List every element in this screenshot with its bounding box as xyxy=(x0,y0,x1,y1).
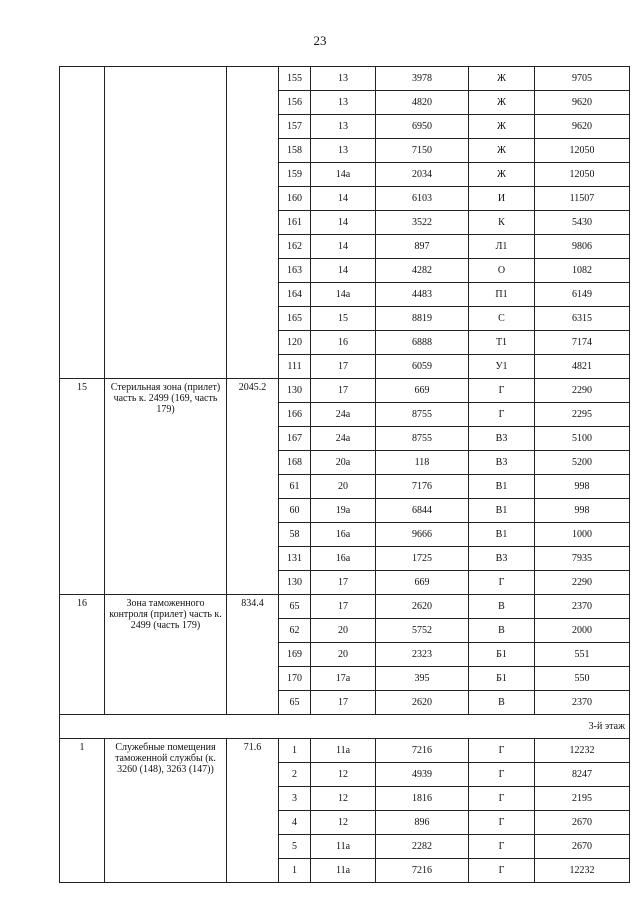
category-code: В xyxy=(469,619,535,643)
reference-value: 12232 xyxy=(535,739,630,763)
reference-value: 2670 xyxy=(535,811,630,835)
distance-value: 2282 xyxy=(376,835,469,859)
reference-value: 12232 xyxy=(535,859,630,883)
reference-value: 998 xyxy=(535,499,630,523)
distance-value: 897 xyxy=(376,235,469,259)
zone-name xyxy=(105,67,227,379)
table-row xyxy=(60,739,630,763)
distance-value: 669 xyxy=(376,379,469,403)
route-number: 17 xyxy=(311,379,376,403)
category-code: Ж xyxy=(469,139,535,163)
distance-value: 2034 xyxy=(376,163,469,187)
distance-value: 4483 xyxy=(376,283,469,307)
category-code: Ж xyxy=(469,163,535,187)
point-number: 61 xyxy=(279,475,311,499)
point-number: 1 xyxy=(279,739,311,763)
distance-value: 896 xyxy=(376,811,469,835)
category-code: К xyxy=(469,211,535,235)
distance-value: 395 xyxy=(376,667,469,691)
point-number: 60 xyxy=(279,499,311,523)
point-number: 168 xyxy=(279,451,311,475)
reference-value: 5430 xyxy=(535,211,630,235)
reference-value: 9806 xyxy=(535,235,630,259)
distance-value: 6059 xyxy=(376,355,469,379)
distance-value: 7216 xyxy=(376,859,469,883)
reference-value: 9620 xyxy=(535,115,630,139)
route-number: 13 xyxy=(311,67,376,91)
distance-value: 2620 xyxy=(376,595,469,619)
category-code: В1 xyxy=(469,475,535,499)
route-number: 11а xyxy=(311,859,376,883)
zone-number: 1 xyxy=(60,739,105,883)
category-code: Т1 xyxy=(469,331,535,355)
route-number: 13 xyxy=(311,91,376,115)
zone-area: 834.4 xyxy=(227,595,279,715)
category-code: Б1 xyxy=(469,667,535,691)
point-number: 165 xyxy=(279,307,311,331)
route-number: 14 xyxy=(311,187,376,211)
distance-value: 8755 xyxy=(376,427,469,451)
distance-value: 6950 xyxy=(376,115,469,139)
distance-value: 3522 xyxy=(376,211,469,235)
category-code: В3 xyxy=(469,547,535,571)
route-number: 16а xyxy=(311,547,376,571)
reference-value: 2290 xyxy=(535,571,630,595)
zone-number xyxy=(60,67,105,379)
zone-area: 71.6 xyxy=(227,739,279,883)
category-code: П1 xyxy=(469,283,535,307)
category-code: В1 xyxy=(469,499,535,523)
distance-value: 4820 xyxy=(376,91,469,115)
route-number: 11а xyxy=(311,739,376,763)
route-number: 20 xyxy=(311,643,376,667)
route-number: 17а xyxy=(311,667,376,691)
category-code: В3 xyxy=(469,427,535,451)
point-number: 159 xyxy=(279,163,311,187)
reference-value: 2000 xyxy=(535,619,630,643)
reference-value: 5200 xyxy=(535,451,630,475)
point-number: 58 xyxy=(279,523,311,547)
reference-value: 9620 xyxy=(535,91,630,115)
reference-value: 5100 xyxy=(535,427,630,451)
category-code: Б1 xyxy=(469,643,535,667)
distance-value: 6103 xyxy=(376,187,469,211)
route-number: 24а xyxy=(311,427,376,451)
distance-value: 1816 xyxy=(376,787,469,811)
route-number: 14 xyxy=(311,211,376,235)
category-code: С xyxy=(469,307,535,331)
distance-value: 1725 xyxy=(376,547,469,571)
category-code: Ж xyxy=(469,115,535,139)
reference-value: 1082 xyxy=(535,259,630,283)
point-number: 162 xyxy=(279,235,311,259)
route-number: 17 xyxy=(311,691,376,715)
point-number: 164 xyxy=(279,283,311,307)
reference-value: 2370 xyxy=(535,691,630,715)
category-code: Г xyxy=(469,403,535,427)
zone-number: 15 xyxy=(60,379,105,595)
category-code: В3 xyxy=(469,451,535,475)
point-number: 161 xyxy=(279,211,311,235)
distance-value: 8755 xyxy=(376,403,469,427)
reference-value: 12050 xyxy=(535,139,630,163)
category-code: Ж xyxy=(469,91,535,115)
reference-value: 6149 xyxy=(535,283,630,307)
point-number: 158 xyxy=(279,139,311,163)
distance-value: 8819 xyxy=(376,307,469,331)
distance-value: 6844 xyxy=(376,499,469,523)
category-code: В xyxy=(469,691,535,715)
category-code: Г xyxy=(469,859,535,883)
table-row xyxy=(60,595,630,619)
reference-value: 998 xyxy=(535,475,630,499)
category-code: Г xyxy=(469,787,535,811)
route-number: 12 xyxy=(311,787,376,811)
route-number: 16а xyxy=(311,523,376,547)
category-code: Г xyxy=(469,835,535,859)
section-row xyxy=(60,715,630,739)
point-number: 130 xyxy=(279,379,311,403)
point-number: 169 xyxy=(279,643,311,667)
distance-value: 7176 xyxy=(376,475,469,499)
distance-value: 6888 xyxy=(376,331,469,355)
route-number: 13 xyxy=(311,139,376,163)
point-number: 2 xyxy=(279,763,311,787)
route-number: 13 xyxy=(311,115,376,139)
route-number: 24а xyxy=(311,403,376,427)
reference-value: 4821 xyxy=(535,355,630,379)
point-number: 5 xyxy=(279,835,311,859)
reference-value: 2295 xyxy=(535,403,630,427)
reference-value: 2290 xyxy=(535,379,630,403)
reference-value: 551 xyxy=(535,643,630,667)
reference-value: 550 xyxy=(535,667,630,691)
route-number: 12 xyxy=(311,811,376,835)
category-code: Г xyxy=(469,811,535,835)
reference-value: 8247 xyxy=(535,763,630,787)
point-number: 111 xyxy=(279,355,311,379)
zone-name: Зона таможенного контроля (прилет) часть к. 2499 (часть 179) xyxy=(105,595,227,715)
zone-number: 16 xyxy=(60,595,105,715)
route-number: 20 xyxy=(311,619,376,643)
point-number: 160 xyxy=(279,187,311,211)
distance-value: 9666 xyxy=(376,523,469,547)
category-code: Л1 xyxy=(469,235,535,259)
reference-value: 9705 xyxy=(535,67,630,91)
reference-value: 1000 xyxy=(535,523,630,547)
route-number: 14 xyxy=(311,259,376,283)
route-number: 19а xyxy=(311,499,376,523)
point-number: 120 xyxy=(279,331,311,355)
zone-area: 2045.2 xyxy=(227,379,279,595)
point-number: 131 xyxy=(279,547,311,571)
distance-value: 5752 xyxy=(376,619,469,643)
route-number: 20а xyxy=(311,451,376,475)
route-number: 17 xyxy=(311,595,376,619)
zone-area xyxy=(227,67,279,379)
reference-value: 7174 xyxy=(535,331,630,355)
route-number: 12 xyxy=(311,763,376,787)
reference-value: 2370 xyxy=(535,595,630,619)
reference-value: 12050 xyxy=(535,163,630,187)
category-code: Ж xyxy=(469,67,535,91)
distance-value: 118 xyxy=(376,451,469,475)
distance-value: 3978 xyxy=(376,67,469,91)
section-heading: 3-й этаж xyxy=(60,715,630,739)
point-number: 157 xyxy=(279,115,311,139)
point-number: 167 xyxy=(279,427,311,451)
distance-value: 2620 xyxy=(376,691,469,715)
reference-value: 7935 xyxy=(535,547,630,571)
category-code: Г xyxy=(469,571,535,595)
route-number: 11а xyxy=(311,835,376,859)
point-number: 156 xyxy=(279,91,311,115)
point-number: 4 xyxy=(279,811,311,835)
category-code: В xyxy=(469,595,535,619)
category-code: Г xyxy=(469,739,535,763)
category-code: В1 xyxy=(469,523,535,547)
point-number: 155 xyxy=(279,67,311,91)
point-number: 170 xyxy=(279,667,311,691)
route-number: 16 xyxy=(311,331,376,355)
distance-value: 2323 xyxy=(376,643,469,667)
point-number: 1 xyxy=(279,859,311,883)
route-number: 15 xyxy=(311,307,376,331)
table-row xyxy=(60,379,630,403)
point-number: 65 xyxy=(279,595,311,619)
point-number: 65 xyxy=(279,691,311,715)
reference-value: 11507 xyxy=(535,187,630,211)
category-code: У1 xyxy=(469,355,535,379)
reference-value: 6315 xyxy=(535,307,630,331)
reference-value: 2670 xyxy=(535,835,630,859)
route-number: 14 xyxy=(311,235,376,259)
zones-table xyxy=(59,66,630,883)
route-number: 20 xyxy=(311,475,376,499)
route-number: 14а xyxy=(311,163,376,187)
category-code: Г xyxy=(469,379,535,403)
table-row xyxy=(60,67,630,91)
zone-name: Служебные помещения таможенной службы (к. 3260 (148), 3263 (147)) xyxy=(105,739,227,883)
category-code: Г xyxy=(469,763,535,787)
point-number: 62 xyxy=(279,619,311,643)
point-number: 166 xyxy=(279,403,311,427)
table-body xyxy=(60,67,630,883)
point-number: 130 xyxy=(279,571,311,595)
route-number: 17 xyxy=(311,571,376,595)
category-code: И xyxy=(469,187,535,211)
route-number: 17 xyxy=(311,355,376,379)
route-number: 14а xyxy=(311,283,376,307)
distance-value: 7150 xyxy=(376,139,469,163)
distance-value: 4939 xyxy=(376,763,469,787)
distance-value: 4282 xyxy=(376,259,469,283)
zone-name: Стерильная зона (прилет) часть к. 2499 (169, часть 179) xyxy=(105,379,227,595)
point-number: 163 xyxy=(279,259,311,283)
page-number: 23 xyxy=(313,33,327,48)
category-code: О xyxy=(469,259,535,283)
reference-value: 2195 xyxy=(535,787,630,811)
distance-value: 7216 xyxy=(376,739,469,763)
distance-value: 669 xyxy=(376,571,469,595)
point-number: 3 xyxy=(279,787,311,811)
